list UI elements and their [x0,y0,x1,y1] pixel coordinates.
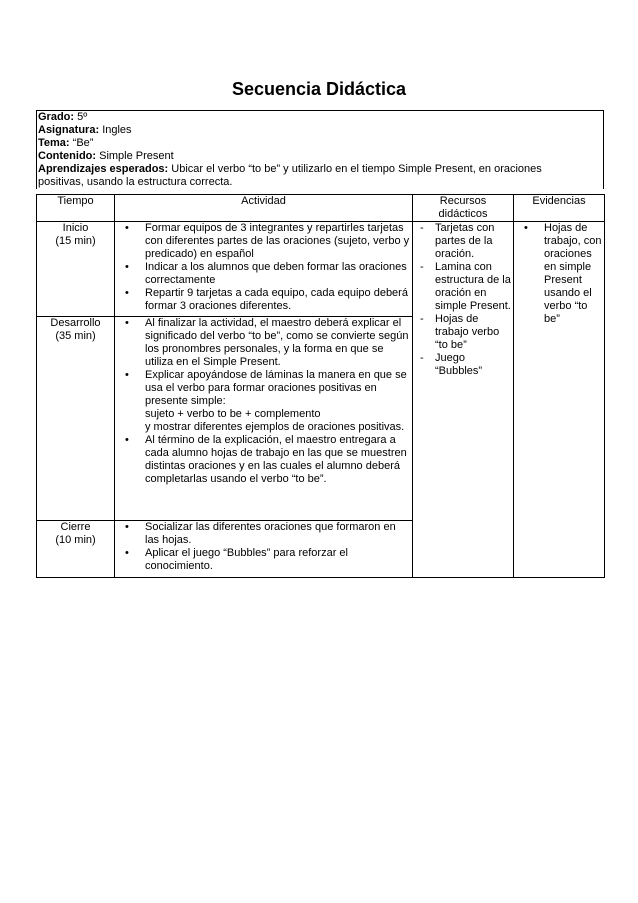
header-tiempo: Tiempo [37,195,115,222]
aprendizajes-line [38,163,603,176]
act2-tail: y mostrar diferentes ejemplos de oraciones positivas. [145,421,405,433]
desarrollo-duration: (35 min) [55,330,96,342]
header-actividad: Actividad [115,195,413,222]
grado-value: 5º [77,111,88,123]
tema-line [38,137,603,150]
inicio-activity-cell [115,222,413,317]
list-item: • Hojas de trabajo, con oraciones en simple Present usando el verbo “to be” [544,222,602,326]
didactic-table [36,194,605,578]
desarrollo-activity-cell [115,317,413,521]
recursos-cell [413,222,514,578]
list-item: • Al finalizar la actividad, el maestro deberá explicar el significado del verbo “to be”, como se convierte según los pronombres personales, y la forma en que se utiliza en el Simple Present. [145,317,410,369]
table-row-inicio [37,222,605,317]
header-evidencias: Evidencias [514,195,605,222]
act2-text: • Explicar apoyándose de láminas la manera en que se usa el verbo para formar oraciones positivas en presente simple: [145,369,407,407]
tema-value: “Be” [72,137,94,149]
cierre-time-cell [37,521,115,578]
asignatura-value: Ingles [102,124,132,136]
inicio-time-cell [37,222,115,317]
contenido-value: Simple Present [99,150,174,162]
header-info [36,110,604,189]
grado-label: Grado: [38,111,75,123]
asignatura-label: Asignatura: [38,124,100,136]
evidencias-cell [514,222,605,578]
list-item: • Aplicar el juego “Bubbles” para reforzar el conocimiento. [145,547,410,573]
page-title: Secuencia Didáctica [231,79,407,99]
aprendizajes-label: Aprendizajes esperados: [38,163,169,175]
list-item: • Repartir 9 tarjetas a cada equipo, cada equipo deberá formar 3 oraciones diferentes. [145,287,410,313]
contenido-line [38,150,603,163]
table-header-row [37,195,605,222]
cierre-label: Cierre [60,521,91,533]
inicio-duration: (15 min) [55,235,96,247]
list-item: - Hojas de trabajo verbo “to be” [435,313,511,352]
inicio-label: Inicio [62,222,89,234]
asignatura-line [38,124,603,137]
grado-line [38,111,603,124]
list-item: - Juego “Bubbles” [435,352,511,378]
list-item [145,369,410,434]
list-item: • Socializar las diferentes oraciones que formaron en las hojas. [145,521,410,547]
list-item: - Tarjetas con partes de la oración. [435,222,511,261]
cierre-duration: (10 min) [55,534,96,546]
list-item: - Lamina con estructura de la oración en simple Present. [435,261,511,313]
aprendizajes-line-2: positivas, usando la estructura correcta. [38,176,233,188]
cierre-activity-cell [115,521,413,578]
act2-formula: sujeto + verbo to be + complemento [145,408,321,420]
list-item: • Formar equipos de 3 integrantes y repartirles tarjetas con diferentes partes de las oraciones (sujeto, verbo y predicado) en español [145,222,410,261]
aprendizajes-value: Ubicar el verbo “to be” y utilizarlo en el tiempo Simple Present, en oraciones [171,163,542,175]
header-recursos: Recursos didácticos [413,195,514,222]
contenido-label: Contenido: [38,150,97,162]
list-item: • Al término de la explicación, el maestro entregara a cada alumno hojas de trabajo en las que se muestren distintas oraciones y en las cuales el alumno deberá completarlas usando el verbo “to be”. [145,434,410,486]
list-item: • Indicar a los alumnos que deben formar las oraciones correctamente [145,261,410,287]
tema-label: Tema: [38,137,70,149]
desarrollo-time-cell [37,317,115,521]
desarrollo-label: Desarrollo [50,317,101,329]
